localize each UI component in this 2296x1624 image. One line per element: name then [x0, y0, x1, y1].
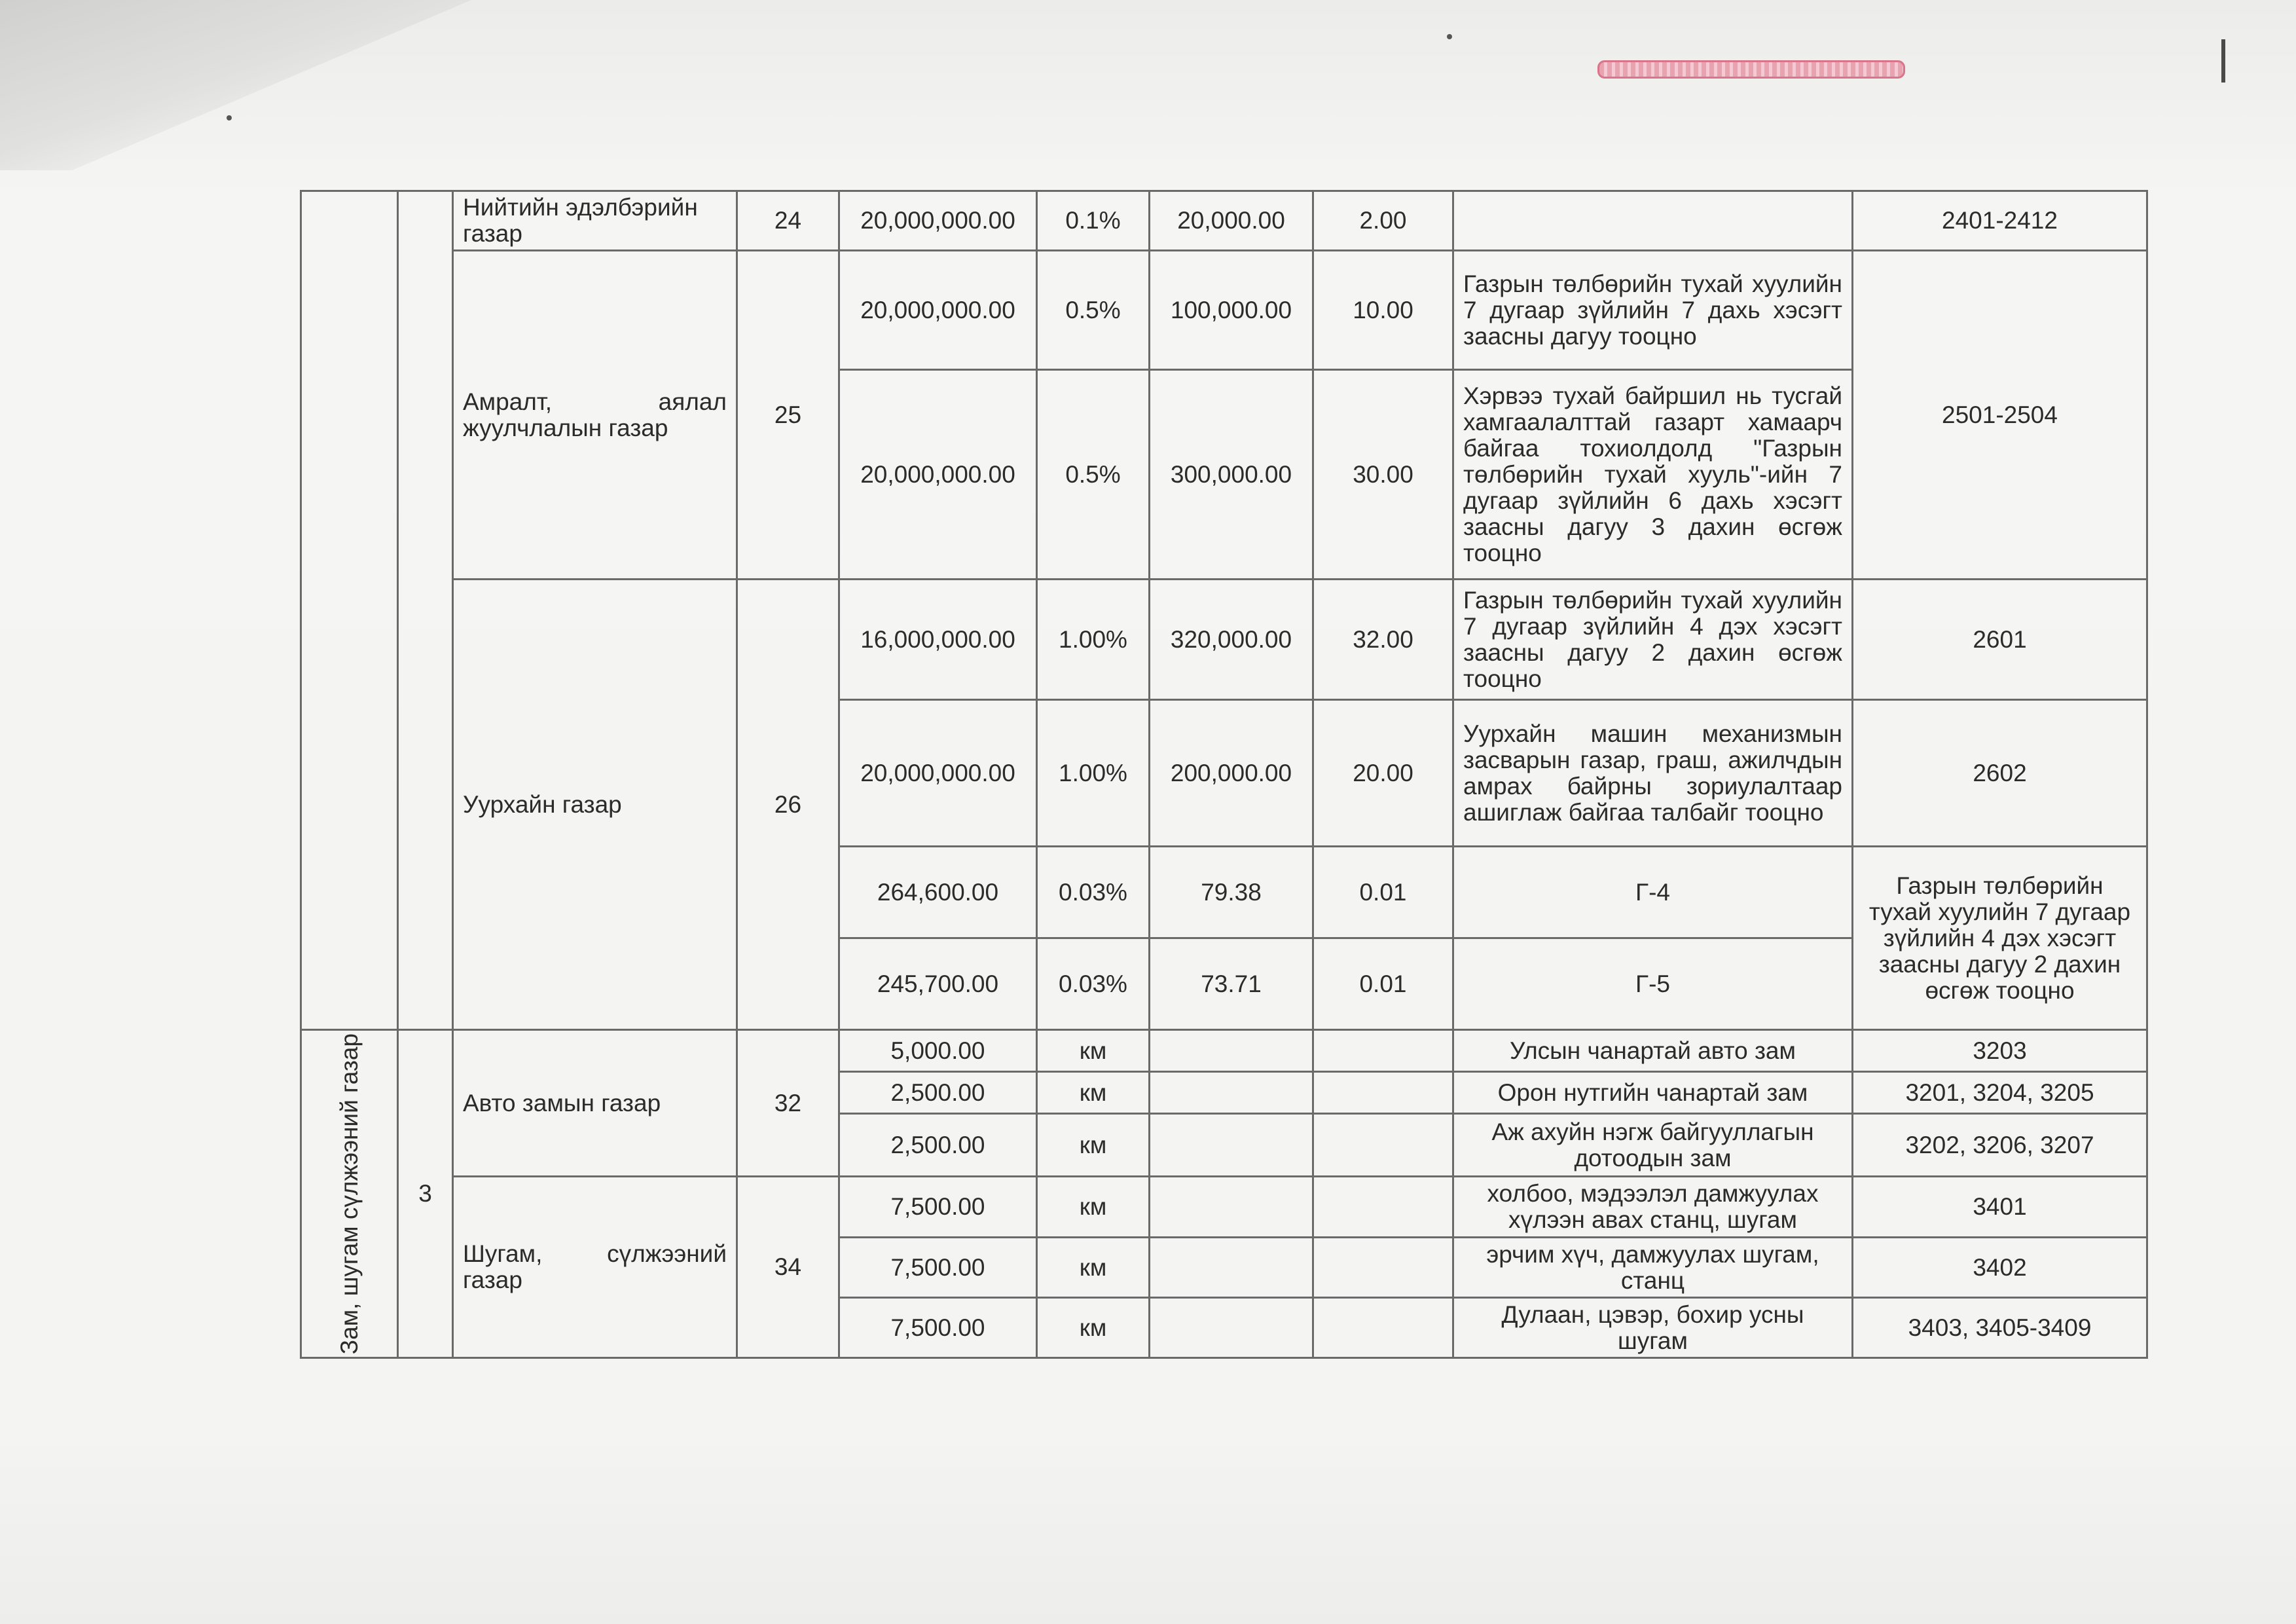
note: Улсын чанартай авто зам: [1453, 1030, 1853, 1072]
base-value: 5,000.00: [839, 1030, 1037, 1072]
amount: 300,000.00: [1150, 370, 1313, 580]
unit: км: [1037, 1114, 1150, 1177]
land-name: Шугам, сүлжээний газар: [453, 1177, 737, 1358]
note: эрчим хүч, дамжуулах шугам, станц: [1453, 1238, 1853, 1298]
group-label: Зам, шугам сүлжээний газар: [301, 1030, 398, 1358]
class-codes: 3202, 3206, 3207: [1853, 1114, 2147, 1177]
scan-speck: [1447, 34, 1452, 39]
base-value: 7,500.00: [839, 1298, 1037, 1358]
payment: 0.01: [1313, 938, 1453, 1030]
class-codes: 2501-2504: [1853, 251, 2147, 580]
class-codes: 2602: [1853, 700, 2147, 847]
table-row: [301, 251, 2147, 370]
unit: км: [1037, 1177, 1150, 1238]
payment: 0.01: [1313, 847, 1453, 938]
rate: 0.03%: [1037, 847, 1150, 938]
class-codes: Газрын төлбөрийн тухай хуулийн 7 дугаар зүйлийн 4 дэх хэсэгт заасны дагуу 2 дахин өсгөж тооцно: [1853, 847, 2147, 1030]
empty-cell: [1313, 1298, 1453, 1358]
margin-mark: [2221, 39, 2225, 83]
land-name: Амралт, аялал жуулчлалын газар: [453, 251, 737, 580]
empty-cell: [1313, 1030, 1453, 1072]
table-row: [301, 191, 2147, 251]
rate: 0.03%: [1037, 938, 1150, 1030]
note: Газрын төлбөрийн тухай хуулийн 7 дугаар зүйлийн 4 дэх хэсэгт заасны дагуу 2 дахин өсгөж тооцно: [1453, 580, 1853, 700]
empty-cell: [1150, 1298, 1313, 1358]
note: [1453, 191, 1853, 251]
note: холбоо, мэдээлэл дамжуулах хүлээн авах станц, шугам: [1453, 1177, 1853, 1238]
amount: 73.71: [1150, 938, 1313, 1030]
class-codes: 3403, 3405-3409: [1853, 1298, 2147, 1358]
empty-cell: [1313, 1114, 1453, 1177]
base-value: 20,000,000.00: [839, 370, 1037, 580]
class-codes: 2601: [1853, 580, 2147, 700]
base-value: 20,000,000.00: [839, 191, 1037, 251]
unit: км: [1037, 1030, 1150, 1072]
base-value: 20,000,000.00: [839, 251, 1037, 370]
unit: км: [1037, 1072, 1150, 1114]
base-value: 264,600.00: [839, 847, 1037, 938]
empty-cell: [1313, 1238, 1453, 1298]
note: Хэрвээ тухай байршил нь тусгай хамгаалалттай газарт хамаарч байгаа тохиолдолд "Газрын төлбөрийн тухай хууль"-ийн 7 дугаар зүйлийн 6 дахь хэсэгт заасны дагуу 3 дахин өсгөж тооцно: [1453, 370, 1853, 580]
empty-cell: [1150, 1030, 1313, 1072]
unit: км: [1037, 1298, 1150, 1358]
land-code: 25: [737, 251, 839, 580]
rate: 0.5%: [1037, 370, 1150, 580]
class-codes: 3203: [1853, 1030, 2147, 1072]
land-code: 26: [737, 580, 839, 1030]
payment: 20.00: [1313, 700, 1453, 847]
class-codes: 3201, 3204, 3205: [1853, 1072, 2147, 1114]
land-code: 32: [737, 1030, 839, 1177]
unit: км: [1037, 1238, 1150, 1298]
land-code: 34: [737, 1177, 839, 1358]
base-value: 245,700.00: [839, 938, 1037, 1030]
note: Орон нутгийн чанартай зам: [1453, 1072, 1853, 1114]
note: Аж ахуйн нэгж байгууллагын дотоодын зам: [1453, 1114, 1853, 1177]
rate: 1.00%: [1037, 580, 1150, 700]
land-fee-table: [300, 190, 2148, 1359]
payment: 32.00: [1313, 580, 1453, 700]
table-row: [301, 580, 2147, 700]
class-codes: 3401: [1853, 1177, 2147, 1238]
payment: 30.00: [1313, 370, 1453, 580]
scan-speck: [227, 115, 232, 120]
rate: 0.5%: [1037, 251, 1150, 370]
empty-cell: [1313, 1072, 1453, 1114]
table-row: [301, 1030, 2147, 1072]
land-name: Уурхайн газар: [453, 580, 737, 1030]
class-codes: 3402: [1853, 1238, 2147, 1298]
rate: 0.1%: [1037, 191, 1150, 251]
amount: 20,000.00: [1150, 191, 1313, 251]
empty-cell: [1313, 1177, 1453, 1238]
empty-cell: [1150, 1177, 1313, 1238]
empty-cell: [1150, 1072, 1313, 1114]
base-value: 2,500.00: [839, 1072, 1037, 1114]
group-cell: [301, 191, 398, 1030]
note: Дулаан, цэвэр, бохир усны шугам: [1453, 1298, 1853, 1358]
land-code: 24: [737, 191, 839, 251]
rate: 1.00%: [1037, 700, 1150, 847]
base-value: 2,500.00: [839, 1114, 1037, 1177]
note: Г-4: [1453, 847, 1853, 938]
base-value: 16,000,000.00: [839, 580, 1037, 700]
empty-cell: [1150, 1114, 1313, 1177]
note: Г-5: [1453, 938, 1853, 1030]
amount: 100,000.00: [1150, 251, 1313, 370]
payment: 10.00: [1313, 251, 1453, 370]
payment: 2.00: [1313, 191, 1453, 251]
group-code: 3: [398, 1030, 453, 1358]
class-codes: 2401-2412: [1853, 191, 2147, 251]
land-name: Нийтийн эдэлбэрийн газар: [453, 191, 737, 251]
table-row: [301, 1177, 2147, 1238]
amount: 79.38: [1150, 847, 1313, 938]
base-value: 20,000,000.00: [839, 700, 1037, 847]
base-value: 7,500.00: [839, 1238, 1037, 1298]
land-name: Авто замын газар: [453, 1030, 737, 1177]
empty-cell: [1150, 1238, 1313, 1298]
note: Уурхайн машин механизмын засварын газар, граш, ажилчдын амрах байрны зориулалтаар ашиглаж байгаа талбайг тооцно: [1453, 700, 1853, 847]
amount: 200,000.00: [1150, 700, 1313, 847]
red-stamp-mark: [1597, 60, 1905, 79]
note: Газрын төлбөрийн тухай хуулийн 7 дугаар зүйлийн 7 дахь хэсэгт заасны дагуу тооцно: [1453, 251, 1853, 370]
base-value: 7,500.00: [839, 1177, 1037, 1238]
amount: 320,000.00: [1150, 580, 1313, 700]
group-code-cell: [398, 191, 453, 1030]
